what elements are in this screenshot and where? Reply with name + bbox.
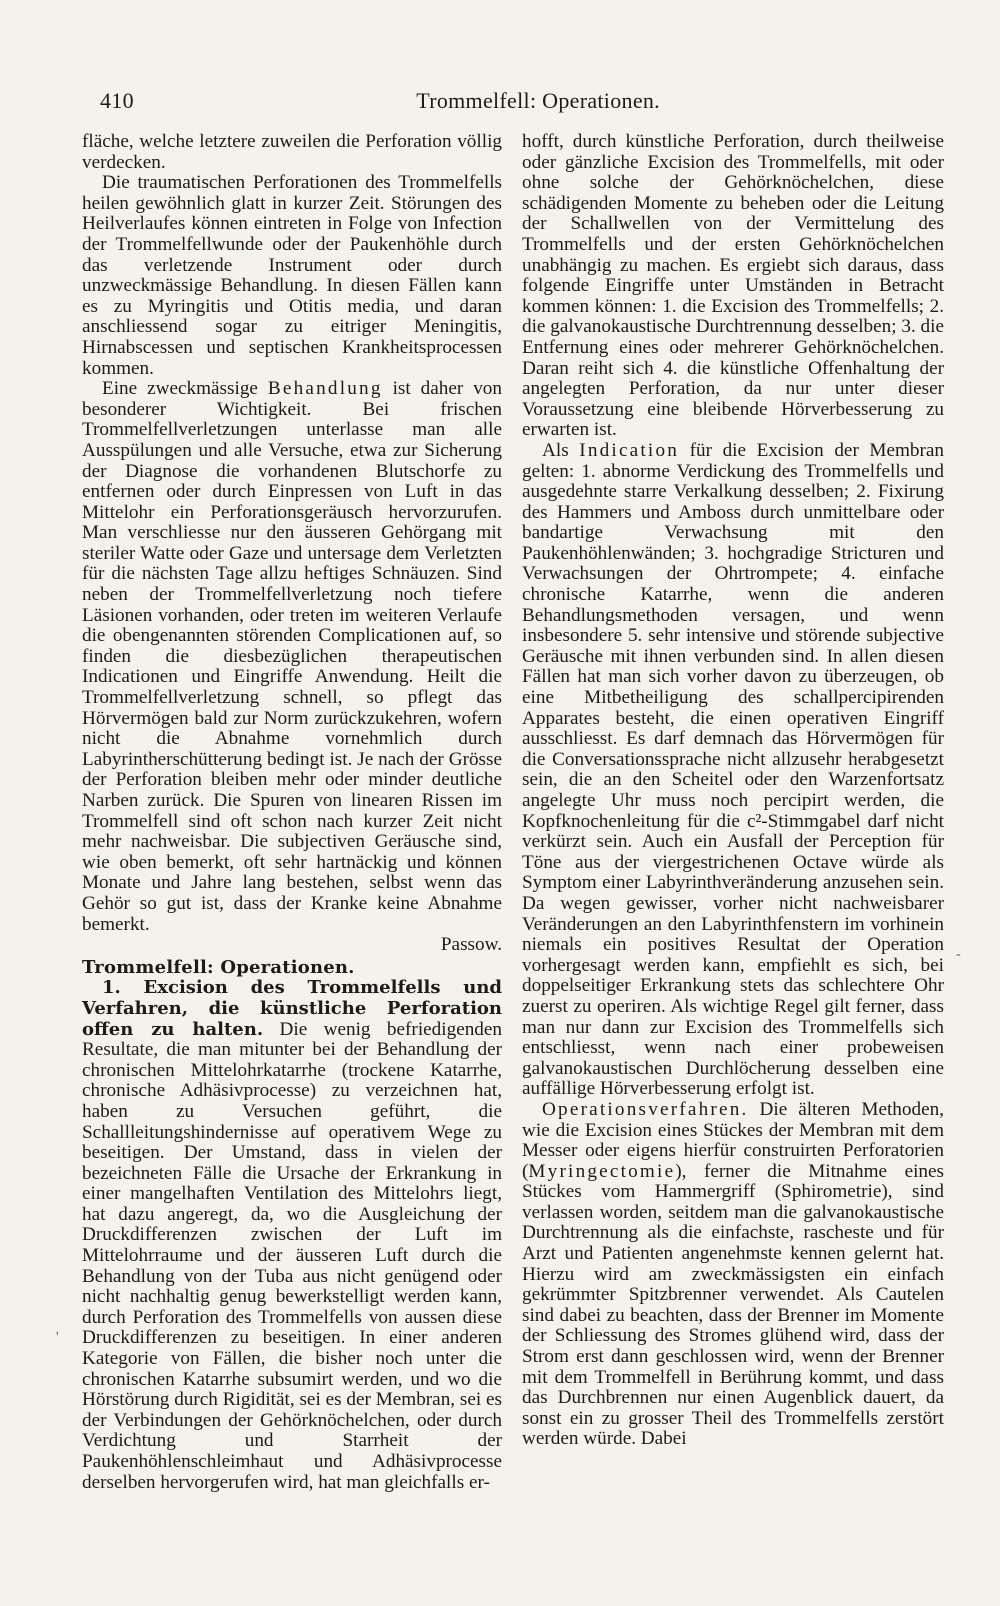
text-run: Eine zweckmässige (102, 378, 268, 400)
paragraph (522, 441, 944, 1100)
paragraph (82, 379, 502, 935)
text-run: Als (542, 439, 580, 461)
text-run: Die wenig befriedigenden Resultate, die man mitunter bei der Behandlung der chronischen Mittelohrkatarrhe (trockene Katarrhe, chronische Adhäsivprocesse) zu verzeichnen hat, haben zu Versuchen geführt, die Schallleitungshindernisse auf operativem Wege zu beseitigen. Der Umstand, dass in vielen der bezeichneten Fälle die Ursache der Erkrankung in einer mangelhaften Ventilation des Mittelohrs liegt, hat dazu angeregt, da, wo die Ausgleichung der Druckdifferenzen zwischen der Luft im Mittelohrraume und der äusseren Luft durch die Behandlung von der Tuba aus nicht genügend oder nicht nachhaltig genug bewerkstelligt werden kann, durch Perforation des Trommelfells von aussen diese Druckdifferenzen zu beseitigen. In einer anderen Kategorie von Fällen, die bisher noch unter die chronischen Katarrhe subsumirt werden, und wo die Hörstörung durch Rigidität, sei es der Membran, sei es der Verbindungen der Gehörknöchelchen, oder durch Verdichtung und Starrheit der Paukenhöhlenschleimhaut und Adhäsivprocesse derselben hervorgerufen wird, hat man gleichfalls er- (82, 1018, 503, 1493)
emphasis-spaced: Behandlung (267, 378, 383, 400)
text-run: ist daher von besonderer Wichtigkeit. Bei frischen Trommelfellverletzungen unterlasse man alle Ausspülungen und alle Versuche, etwa zur Sicherung der Diagnose die vorhandenen Blutschorfe zu entfernen oder durch Einpressen von Luft in das Mittelohr ein Perforationsgeräusch hervorzurufen. Man verschliesse nur den äusseren Gehörgang mit steriler Watte oder Gaze und untersage dem Verletzten für die nächsten Tage allzu heftiges Schnäuzen. Sind neben der Trommelfellverletzung noch tiefere Läsionen vorhanden, oder treten im weiteren Verlaufe die obengenannten störenden Complicationen auf, so finden die diesbezüglichen therapeutischen Indicationen und Eingriffe Anwendung. Heilt die Trommelfellverletzung schnell, so pflegt das Hörvermögen bald zur Norm zurückzukehren, wofern nicht die Abnahme vornehmlich durch Labyrintherschütterung bedingt ist. Je nach der Grösse der Perforation bleiben mehr oder minder deutliche Narben zurück. Die Spuren von linearen Rissen im Trommelfell sind oft schon nach kurzer Zeit nicht mehr nachweisbar. Die subjectiven Geräusche sind, wie oben bemerkt, oft sehr hartnäckig und können Monate und Jahre lang bestehen, selbst wenn das Gehör so gut ist, dass der Kranke keine Abnahme bemerkt. (82, 378, 502, 935)
text-run: ), ferner die Mitnahme eines Stückes vom Hammergriff (Sphirometrie), sind verlassen worden, seitdem man die galvanokaustische Durchtrennung als die einfachste, rascheste und für Arzt und Patienten angenehmste kennen gelernt hat. Hierzu wird am zweckmässigsten ein einfach gekrümmter Spitzbrenner verwendet. Als Cautelen sind dabei zu beachten, dass der Brenner im Momente der Schliessung des Stromes glühend wird, dass der Strom erst dann geschlossen wird, wenn der Brenner mit dem Trommelfell in Berührung kommt, und dass das Durchbrennen nur einen Augenblick dauert, da sonst ein zu grosser Theil des Trommelfells zerstört werden würde. Dabei (522, 1160, 944, 1450)
author-signature-line (82, 935, 502, 956)
emphasis-spaced: Operationsverfahren. (542, 1098, 749, 1120)
emphasis-spaced: Myringectomie (528, 1160, 676, 1182)
subsection-heading: 1. Excision des Trommelfells und Verfahren, die künstliche Perforation offen zu halten. (82, 977, 502, 1040)
left-column (82, 132, 502, 1493)
margin-mark: - (956, 947, 961, 962)
section-heading: Trommelfell: Operationen. (82, 956, 355, 978)
paragraph: Die traumatischen Perforationen des Trommelfells heilen gewöhnlich glatt in kurzer Zeit. Störungen des Heilverlaufes können eintreten in Folge von Infection der Trommelfellwunde oder der Paukenhöhle durch das verletzende Instrument oder durch unzweckmässige Behandlung. In diesen Fällen kann es zu Myringitis und Otitis media, und daran anschliessend sogar zu eitriger Meningitis, Hirnabscessen und septischen Krankheitsprocessen kommen. (82, 172, 502, 379)
paragraph: fläche, welche letztere zuweilen die Perforation völlig verdecken. (82, 131, 502, 173)
paragraph (82, 978, 502, 1493)
running-title: Trommelfell: Operationen. (416, 88, 660, 113)
page-number: 410 (100, 88, 134, 113)
text-run: Die älteren Methoden, wie die Excision eines Stückes der Membran mit dem Messer oder eigens hierfür construirten Perforatorien ( (522, 1098, 944, 1182)
emphasis-spaced: Indication (579, 439, 680, 461)
paragraph: hofft, durch künstliche Perforation, durch theilweise oder gänzliche Excision des Trommelfells, mit oder ohne solche der Gehörknöchelchen, diese schädigenden Momente zu beheben oder die Leitung der Schallwellen von der Vermittelung des Trommelfells und der ersten Gehörknöchelchen unabhängig zu machen. Es ergiebt sich daraus, dass folgende Eingriffe unter Umständen in Betracht kommen können: 1. die Excision des Trommelfells; 2. die galvanokaustische Durchtrennung desselben; 3. die Entfernung eines oder mehrerer Gehörknöchelchen. Daran reiht sich 4. die künstliche Offenhaltung der angelegten Perforation, da nur unter dieser Voraussetzung eine bleibende Hörverbesserung zu erwarten ist. (522, 131, 945, 441)
author-signature: Passow. (440, 934, 502, 956)
paragraph (522, 1100, 944, 1450)
margin-mark: ' (56, 1330, 59, 1345)
right-column (522, 132, 944, 1450)
text-run: für die Excision der Membran gelten: 1. abnorme Verdickung des Trommelfells und ausgedehnte starre Verkalkung desselben; 2. Fixirung des Hammers und Amboss durch unmittelbare oder bandartige Verwachsung mit den Paukenhöhlenwänden; 3. hochgradige Stricturen und Verwachsungen der Ohrtrompete; 4. einfache chronische Katarrhe, wenn die anderen Behandlungsmethoden versagen, und wenn insbesondere 5. sehr intensive und störende subjective Geräusche mit ihnen verbunden sind. In allen diesen Fällen hat man sich vorher davon zu überzeugen, ob eine Mitbetheiligung des schallpercipirenden Apparates besteht, die einen operativen Eingriff ausschliesst. Es darf demnach das Hörvermögen für die Conversationssprache nicht allzusehr herabgesetzt sein, die an den Scheitel oder den Warzenfortsatz angelegte Uhr muss noch percipirt werden, die Kopfknochenleitung für die c²-Stimmgabel darf nicht verkürzt sein. Auch ein Ausfall der Perception für Töne aus der viergestrichenen Octave würde als Symptom einer Labyrinthveränderung anzusehen sein. Da wegen gewisser, vorher nicht nachweisbarer Veränderungen an den Labyrinthfenstern im vorhinein niemals ein positives Resultat der Operation vorhergesagt werden kann, empfiehlt es sich, bei doppelseitiger Erkrankung stets das schlechtere Ohr zuerst zu operiren. Als wichtige Regel gilt ferner, dass man nur dann zur Excision des Trommelfells sich entschliesst, wenn nach einer probeweisen galvanokaustischen Durchlöcherung desselben eine auffällige Hörverbesserung erfolgt ist. (522, 439, 945, 1100)
